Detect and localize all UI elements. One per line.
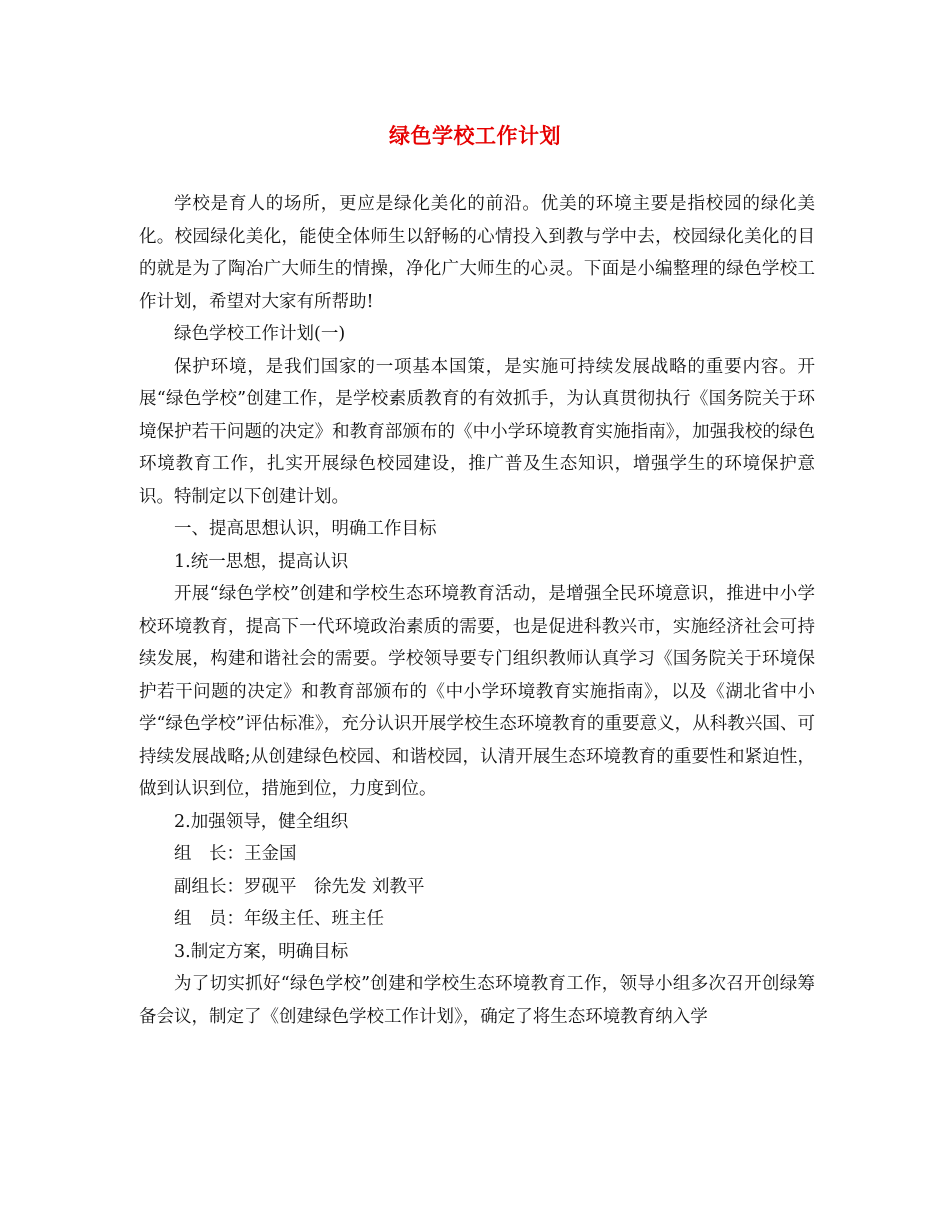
- paragraph-plan-goals: 为了切实抓好“绿色学校”创建和学校生态环境教育工作，领导小组多次召开创绿筹备会议，制定了《创建绿色学校工作计划》，确定了将生态环境教育纳入学: [139, 974, 815, 1027]
- paragraph-protect-environment: 保护环境，是我们国家的一项基本国策，是实施可持续发展战略的重要内容。开展“绿色学校”创建工作，是学校素质教育的有效抓手，为认真贯彻执行《国务院关于环境保护若干问题的决定》和教育部颁布的《中小学环境教育实施指南》，加强我校的绿色环境教育工作，扎实开展绿色校园建设，推广普及生态知识，增强学生的环境保护意识。特制定以下创建计划。: [139, 356, 815, 507]
- document-body: [139, 188, 815, 1033]
- paragraph-group-leader: 组 长：王金国: [174, 844, 297, 864]
- paragraph-unify-thought: 开展“绿色学校”创建和学校生态环境教育活动，是增强全民环境意识，推进中小学校环境教育，提高下一代环境政治素质的需要，也是促进科教兴市，实施经济社会可持续发展，构建和谐社会的需要。学校领导要专门组织教师认真学习《国务院关于环境保护若干问题的决定》和教育部颁布的《中小学环境教育实施指南》，以及《湖北省中小学“绿色学校”评估标准》，充分认识开展学校生态环境教育的重要意义，从科教兴国、可持续发展战略;从创建绿色校园、和谐校园，认清开展生态环境教育的重要性和紧迫性，做到认识到位，措施到位，力度到位。: [139, 584, 815, 799]
- paragraph-heading-one: 一、提高思想认识，明确工作目标: [174, 519, 437, 539]
- paragraph-intro: 学校是育人的场所，更应是绿化美化的前沿。优美的环境主要是指校园的绿化美化。校园绿化美化，能使全体师生以舒畅的心情投入到教与学中去，校园绿化美化的目的就是为了陶冶广大师生的情操，净化广大师生的心灵。下面是小编整理的绿色学校工作计划，希望对大家有所帮助!: [139, 194, 815, 312]
- document-title: 绿色学校工作计划: [389, 123, 561, 148]
- paragraph-subheading-2: 2.加强领导，健全组织: [174, 811, 349, 832]
- paragraph-subheading-3: 3.制定方案，明确目标: [174, 941, 349, 962]
- paragraph-section-heading: 绿色学校工作计划(一): [174, 324, 346, 344]
- paragraph-deputy-leaders: 副组长：罗砚平 徐先发 刘教平: [174, 876, 425, 897]
- paragraph-subheading-1: 1.统一思想，提高认识: [174, 551, 349, 572]
- paragraph-group-members: 组 员：年级主任、班主任: [174, 909, 384, 929]
